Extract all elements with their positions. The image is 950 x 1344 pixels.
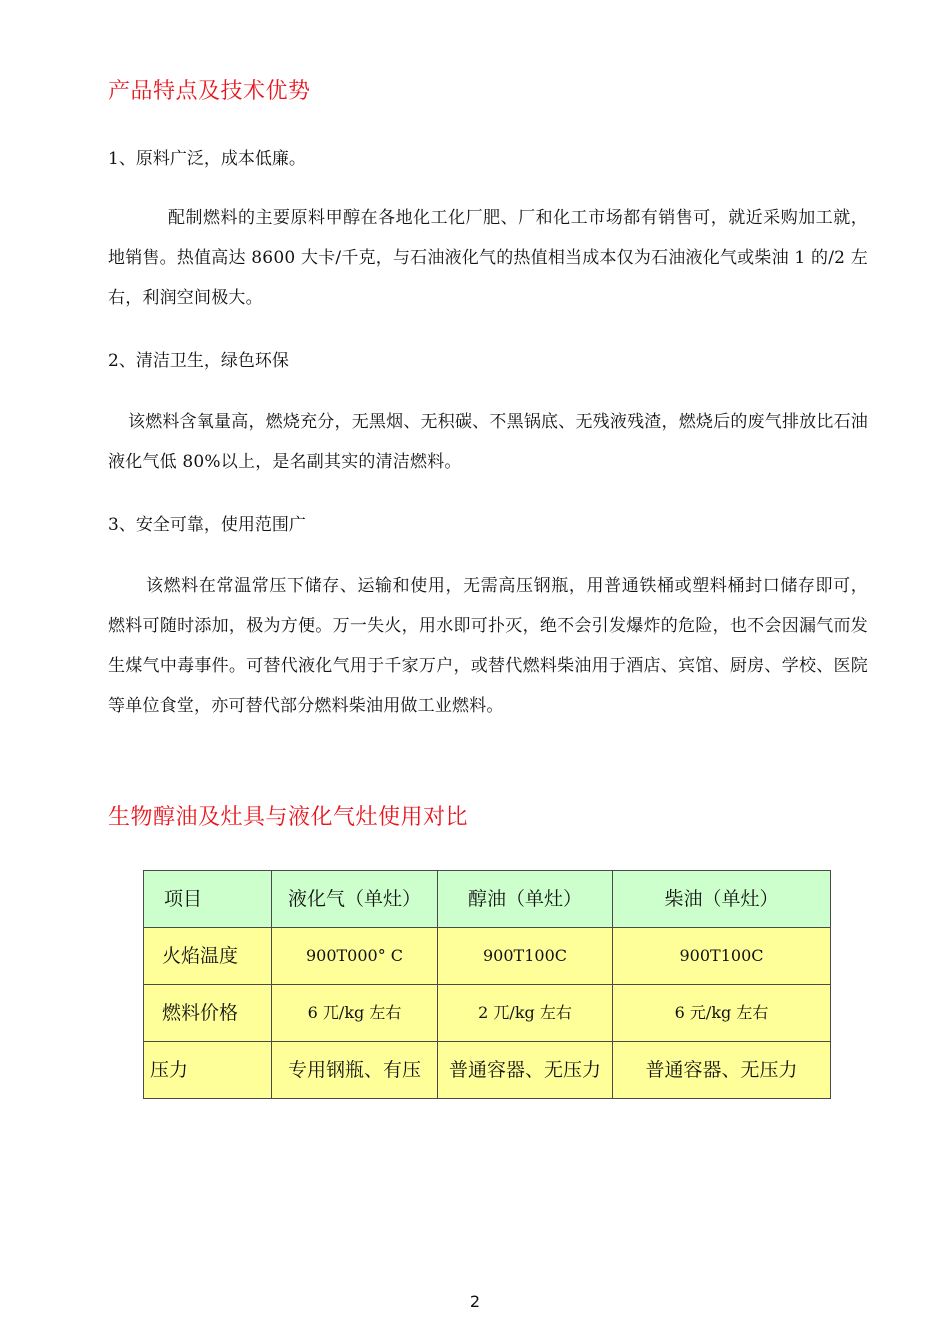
item-paragraph-1: 配制燃料的主要原料甲醇在各地化工化厂肥、厂和化工市场都有销售可，就近采购加工就，地销售。热值高达 8600 大卡/千克，与石油液化气的热值相当成本仅为石油液化气或柴油 1 的/2 左右，利润空间极大。 xyxy=(108,208,868,308)
item-title-2: 2、清洁卫生，绿色环保 xyxy=(108,351,289,371)
page-number: 2 xyxy=(469,1292,481,1311)
table-row-label: 燃料价格 xyxy=(144,985,272,1042)
item-paragraph-2: 该燃料含氧量高，燃烧充分，无黑烟、无积碳、不黑锅底、无残液残渣，燃烧后的废气排放比石油液化气低 80%以上，是名副其实的清洁燃料。 xyxy=(108,412,868,472)
item-title-3: 3、安全可靠，使用范围广 xyxy=(108,515,306,535)
table-cell: 900T000° C xyxy=(272,928,438,985)
table-cell: 2 兀/kg 左右 xyxy=(438,985,613,1042)
table-row xyxy=(144,928,831,985)
table-cell: 900T100C xyxy=(613,928,831,985)
section-heading-features: 产品特点及技术优势 xyxy=(108,79,311,104)
table-row xyxy=(144,1042,831,1099)
table-row xyxy=(144,985,831,1042)
table-cell: 6 元/kg 左右 xyxy=(613,985,831,1042)
table-cell: 专用钢瓶、有压 xyxy=(272,1042,438,1099)
table-cell: 6 兀/kg 左右 xyxy=(272,985,438,1042)
table-cell: 普通容器、无压力 xyxy=(613,1042,831,1099)
table-header-cell: 项目 xyxy=(144,871,272,928)
table-row-label: 火焰温度 xyxy=(144,928,272,985)
item-paragraph-3: 该燃料在常温常压下储存、运输和使用，无需高压钢瓶，用普通铁桶或塑料桶封口储存即可，燃料可随时添加，极为方便。万一失火，用水即可扑灭，绝不会引发爆炸的危险，也不会因漏气而发生煤气中毒事件。可替代液化气用于千家万户，或替代燃料柴油用于酒店、宾馆、厨房、学校、医院等单位食堂，亦可替代部分燃料柴油用做工业燃料。 xyxy=(108,576,868,716)
section-heading-comparison: 生物醇油及灶具与液化气灶使用对比 xyxy=(108,805,469,830)
table-cell: 普通容器、无压力 xyxy=(438,1042,613,1099)
item-title-1: 1、原料广泛，成本低廉。 xyxy=(108,149,306,169)
table-header-cell: 液化气（单灶） xyxy=(272,871,438,928)
table-header-row xyxy=(144,871,831,928)
table-row-label: 压力 xyxy=(144,1042,272,1099)
table-header-cell: 柴油（单灶） xyxy=(613,871,831,928)
table-header-cell: 醇油（单灶） xyxy=(438,871,613,928)
table-cell: 900T100C xyxy=(438,928,613,985)
comparison-table xyxy=(143,870,831,1099)
